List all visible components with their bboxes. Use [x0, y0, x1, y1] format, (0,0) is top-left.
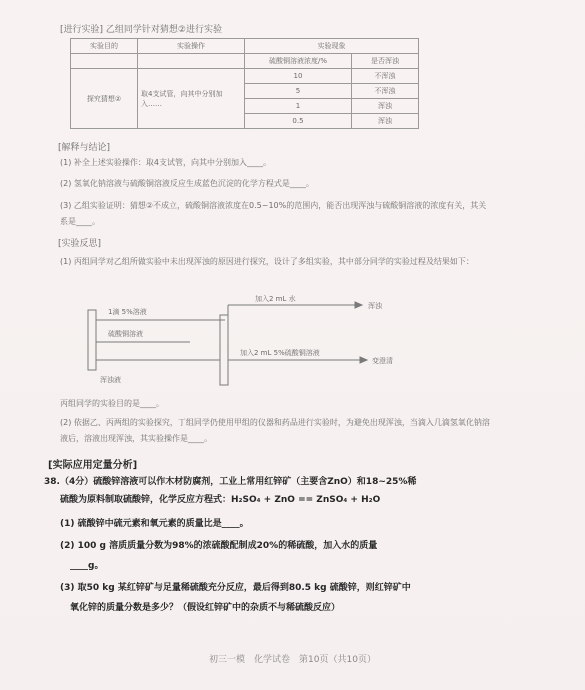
table-subheader-row: [71, 54, 419, 69]
reflection-item-1: (1) 丙组同学对乙组所做实验中未出现浑浊的原因进行探究，设计了多组实验，其中部分同学的实验过程及结果如下：: [60, 257, 474, 266]
diagram-left-label-3: 浑浊液: [100, 376, 121, 384]
diagram-left-label-2: 硫酸铜溶液: [108, 330, 143, 338]
page-footer: 初三一模 化学试卷 第10页（共10页）: [209, 655, 376, 665]
question-number: 38.（4分）: [44, 477, 94, 487]
question-text: 硫酸锌溶液可以作木材防腐剂，工业上常用红锌矿（主要含ZnO）和18~25%稀: [93, 477, 417, 487]
table-subheader-cell: 硫酸铜溶液浓度/%: [245, 54, 352, 69]
question-38-sub-2b: ____g。: [70, 561, 104, 571]
conclusion-item-2: (2) 氢氧化钠溶液与硫酸铜溶液反应生成蓝色沉淀的化学方程式是____。: [60, 179, 314, 188]
question-38-sub-3a: (3) 取50 kg 某红锌矿与足量稀硫酸充分反应，最后得到80.5 kg 硫酸锌，则红锌矿中: [60, 583, 411, 593]
table-cell: 5: [245, 84, 352, 99]
question-38-line-2: 硫酸为原料制取硫酸锌，化学反应方程式：H₂SO₄ + ZnO == ZnSO₄ + H₂O: [60, 495, 381, 505]
test-tube-center: [220, 315, 228, 385]
diagram-result-bottom: 变澄清: [372, 357, 393, 365]
conclusion-item-1: (1) 补全上述实验操作：取4支试管，向其中分别加入____。: [60, 158, 271, 167]
question-38-sub-3b: 氧化锌的质量分数是多少？（假设红锌矿中的杂质不与稀硫酸反应）: [70, 603, 341, 613]
diagram-branch-bottom: 加入2 mL 5%硫酸铜溶液: [240, 349, 320, 357]
test-tube-left: [88, 310, 96, 370]
experiment-label: [进行实验]: [60, 25, 104, 35]
application-label: [实际应用定量分析]: [48, 460, 138, 471]
table-cell: 不浑浊: [352, 84, 419, 99]
table-cell: 1: [245, 99, 352, 114]
reflection-item-3: (2) 依据乙、丙两组的实验探究，丁组同学仍使用甲组的仪器和药品进行实验时，为避免出现浑浊，当滴入几滴氢氧化钠溶液后，溶液出现浑浊，其实验操作是____。: [60, 418, 490, 443]
conclusion-label: [解释与结论]: [58, 143, 111, 153]
table-header-row: [71, 39, 419, 54]
conclusion-item-3: (3) 乙组实验证明：猜想②不成立，硫酸铜溶液浓度在0.5~10%的范围内，能否出现浑浊与硫酸铜溶液的浓度有关，其关系是____。: [60, 201, 487, 226]
question-38-sub-2a: (2) 100 g 溶质质量分数为98%的浓硫酸配制成20%的稀硫酸，加入水的质量: [60, 541, 378, 551]
question-38-line-1: [44, 474, 416, 487]
table-cell: 0.5: [245, 114, 352, 129]
table-cell: 浑浊: [352, 114, 419, 129]
experiment-table: [70, 38, 419, 129]
diagram-branch-top: 加入2 mL 水: [255, 295, 296, 303]
reflection-label: [实验反思]: [58, 239, 102, 249]
table-header-cell: 实验现象: [245, 39, 419, 54]
diagram-left-label-1: 1滴 5%溶液: [108, 308, 147, 316]
question-38-sub-1: (1) 硫酸锌中硫元素和氧元素的质量比是____。: [60, 519, 249, 529]
table-cell: 10: [245, 69, 352, 84]
table-row: [71, 69, 419, 84]
table-cell: 不浑浊: [352, 69, 419, 84]
table-operation-cell: 取4支试管，向其中分别加入……: [138, 69, 245, 129]
reflection-item-2: 丙组同学的实验目的是____。: [60, 399, 164, 408]
diagram-result-top: 浑浊: [368, 302, 382, 310]
table-header-cell: 实验目的: [71, 39, 138, 54]
table-purpose-cell: 探究猜想②: [71, 69, 138, 129]
experiment-header: [60, 22, 222, 35]
table-cell: 浑浊: [352, 99, 419, 114]
experiment-text: 乙组同学针对猜想②进行实验: [105, 25, 222, 35]
experiment-flow-diagram: [80, 290, 460, 390]
table-subheader-cell: 是否浑浊: [352, 54, 419, 69]
table-header-cell: 实验操作: [138, 39, 245, 54]
